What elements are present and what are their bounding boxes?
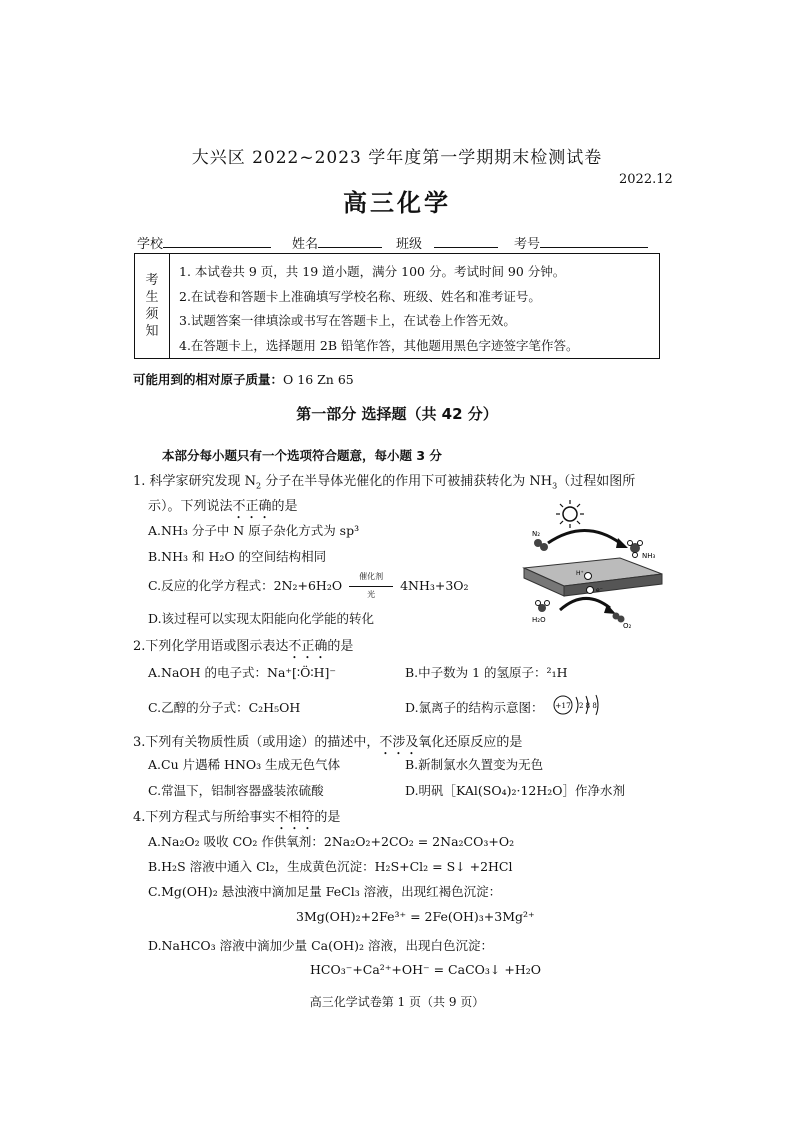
exam-title: 大兴区 2022~2023 学年度第一学期期末检测试卷 bbox=[191, 148, 603, 168]
svg-text:H⁺: H⁺ bbox=[576, 570, 584, 577]
q4-stem: 4.下列方程式与所给事实不相符的是 bbox=[133, 810, 341, 825]
school-field: 学校 bbox=[137, 233, 271, 252]
q2-option-c: C.乙醇的分子式：C₂H₅OH bbox=[148, 700, 301, 715]
q4-option-b: B.H₂S 溶液中通入 Cl₂，生成黄色沉淀：H₂S+Cl₂ = S↓ +2HCl bbox=[148, 859, 513, 874]
notice-item: 3.试题答案一律填涂或书写在答题卡上，在试卷上作答无效。 bbox=[179, 313, 516, 328]
q4-option-d-equation: HCO₃⁻+Ca²⁺+OH⁻ = CaCO₃↓ +H₂O bbox=[310, 962, 541, 977]
q1-option-c: C.反应的化学方程式：2N₂+6H₂O 催化剂 光 4NH₃+3O₂ bbox=[148, 571, 469, 599]
notice-item: 2.在试卷和答题卡上准确填写学校名称、班级、姓名和准考证号。 bbox=[179, 288, 541, 304]
n2-molecule bbox=[534, 539, 548, 551]
name-field: 姓名 bbox=[292, 233, 382, 252]
subject-title: 高三化学 bbox=[343, 189, 451, 217]
notice-items bbox=[179, 260, 579, 358]
h-ion bbox=[585, 573, 592, 580]
class-field: 班级 bbox=[396, 233, 498, 252]
svg-text:H₂O: H₂O bbox=[532, 616, 546, 624]
electron bbox=[587, 587, 594, 594]
notice-item: 4.在答题卡上，选择题用 2B 铅笔作答，其他题用黑色字迹签字笔作答。 bbox=[179, 337, 579, 353]
o2-molecule bbox=[613, 613, 625, 623]
q3-option-a: A.Cu 片遇稀 HNO₃ 生成无色气体 bbox=[148, 757, 341, 772]
svg-text:NH₃: NH₃ bbox=[642, 552, 656, 560]
part1-title: 第一部分 选择题（共 42 分） bbox=[296, 405, 498, 423]
q4-option-c-equation: 3Mg(OH)₂+2Fe³⁺ = 2Fe(OH)₃+3Mg²⁺ bbox=[296, 909, 535, 924]
q3-option-b: B.新制氯水久置变为无色 bbox=[405, 757, 544, 772]
q1-option-a: A.NH₃ 分子中 N 原子杂化方式为 sp³ bbox=[148, 523, 360, 538]
q1-option-b: B.NH₃ 和 H₂O 的空间结构相同 bbox=[148, 549, 327, 564]
q2-option-b: B.中子数为 1 的氢原子：²₁H bbox=[405, 665, 568, 680]
h2o-molecule bbox=[536, 601, 550, 613]
n2-to-nh3-arrow bbox=[548, 531, 620, 544]
chloride-ion-diagram bbox=[552, 693, 608, 717]
exam-number-field: 考号 bbox=[514, 233, 648, 252]
exam-date: 2022.12 bbox=[619, 172, 673, 187]
notice-box bbox=[134, 253, 660, 359]
q4-option-a: A.Na₂O₂ 吸收 CO₂ 作供氧剂：2Na₂O₂+2CO₂ = 2Na₂CO₃+O₂ bbox=[148, 834, 515, 849]
q3-option-c: C.常温下，铝制容器盛装浓硫酸 bbox=[148, 783, 324, 798]
notice-item: 1. 本试卷共 9 页，共 19 道小题，满分 100 分。考试时间 90 分钟。 bbox=[179, 264, 566, 279]
q1-stem-line1: 1. 科学家研究发现 $N_2$ 分子在半导体光催化的作用下可被捕获转化为 $NH_3$（过程如图所 bbox=[133, 474, 636, 491]
photocatalysis-figure bbox=[520, 498, 670, 630]
svg-text:+17: +17 bbox=[555, 701, 571, 710]
q4-option-d: D.NaHCO₃ 溶液中滴加少量 Ca(OH)₂ 溶液，出现白色沉淀： bbox=[148, 938, 494, 953]
atomic-mass-line: 可能用到的相对原子质量：O 16 Zn 65 bbox=[133, 372, 354, 387]
q2-option-a: A.NaOH 的电子式：Na⁺[∶Ö∶H]⁻ bbox=[148, 665, 337, 680]
q1-option-d: D.该过程可以实现太阳能向化学能的转化 bbox=[148, 611, 375, 626]
svg-text:N₂: N₂ bbox=[532, 530, 541, 538]
q4-option-c: C.Mg(OH)₂ 悬浊液中滴加足量 FeCl₃ 溶液，出现红褐色沉淀： bbox=[148, 884, 502, 899]
svg-text:2 8 8: 2 8 8 bbox=[579, 702, 597, 710]
q3-option-d: D.明矾［KAl(SO₄)₂·12H₂O］作净水剂 bbox=[405, 783, 626, 798]
q2-stem: 2.下列化学用语或图示表达不正确的是 bbox=[133, 639, 354, 654]
q2-option-d: D.氯离子的结构示意图： bbox=[405, 700, 544, 715]
svg-text:O₂: O₂ bbox=[623, 622, 632, 630]
q3-stem: 3.下列有关物质性质（或用途）的描述中，不涉及氧化还原反应的是 bbox=[133, 735, 523, 750]
part1-instruction: 本部分每小题只有一个选项符合题意，每小题 3 分 bbox=[162, 448, 442, 463]
svg-text:e⁻: e⁻ bbox=[596, 587, 603, 594]
h2o-to-o2-arrow bbox=[560, 598, 610, 610]
q1-stem-line2: 示）。下列说法不正确的是 bbox=[148, 499, 298, 514]
page-footer: 高三化学试卷第 1 页（共 9 页） bbox=[309, 995, 485, 1009]
nh3-molecule bbox=[628, 541, 643, 558]
sun-icon bbox=[556, 500, 584, 528]
notice-label: 考 生 须 知 bbox=[135, 254, 170, 358]
